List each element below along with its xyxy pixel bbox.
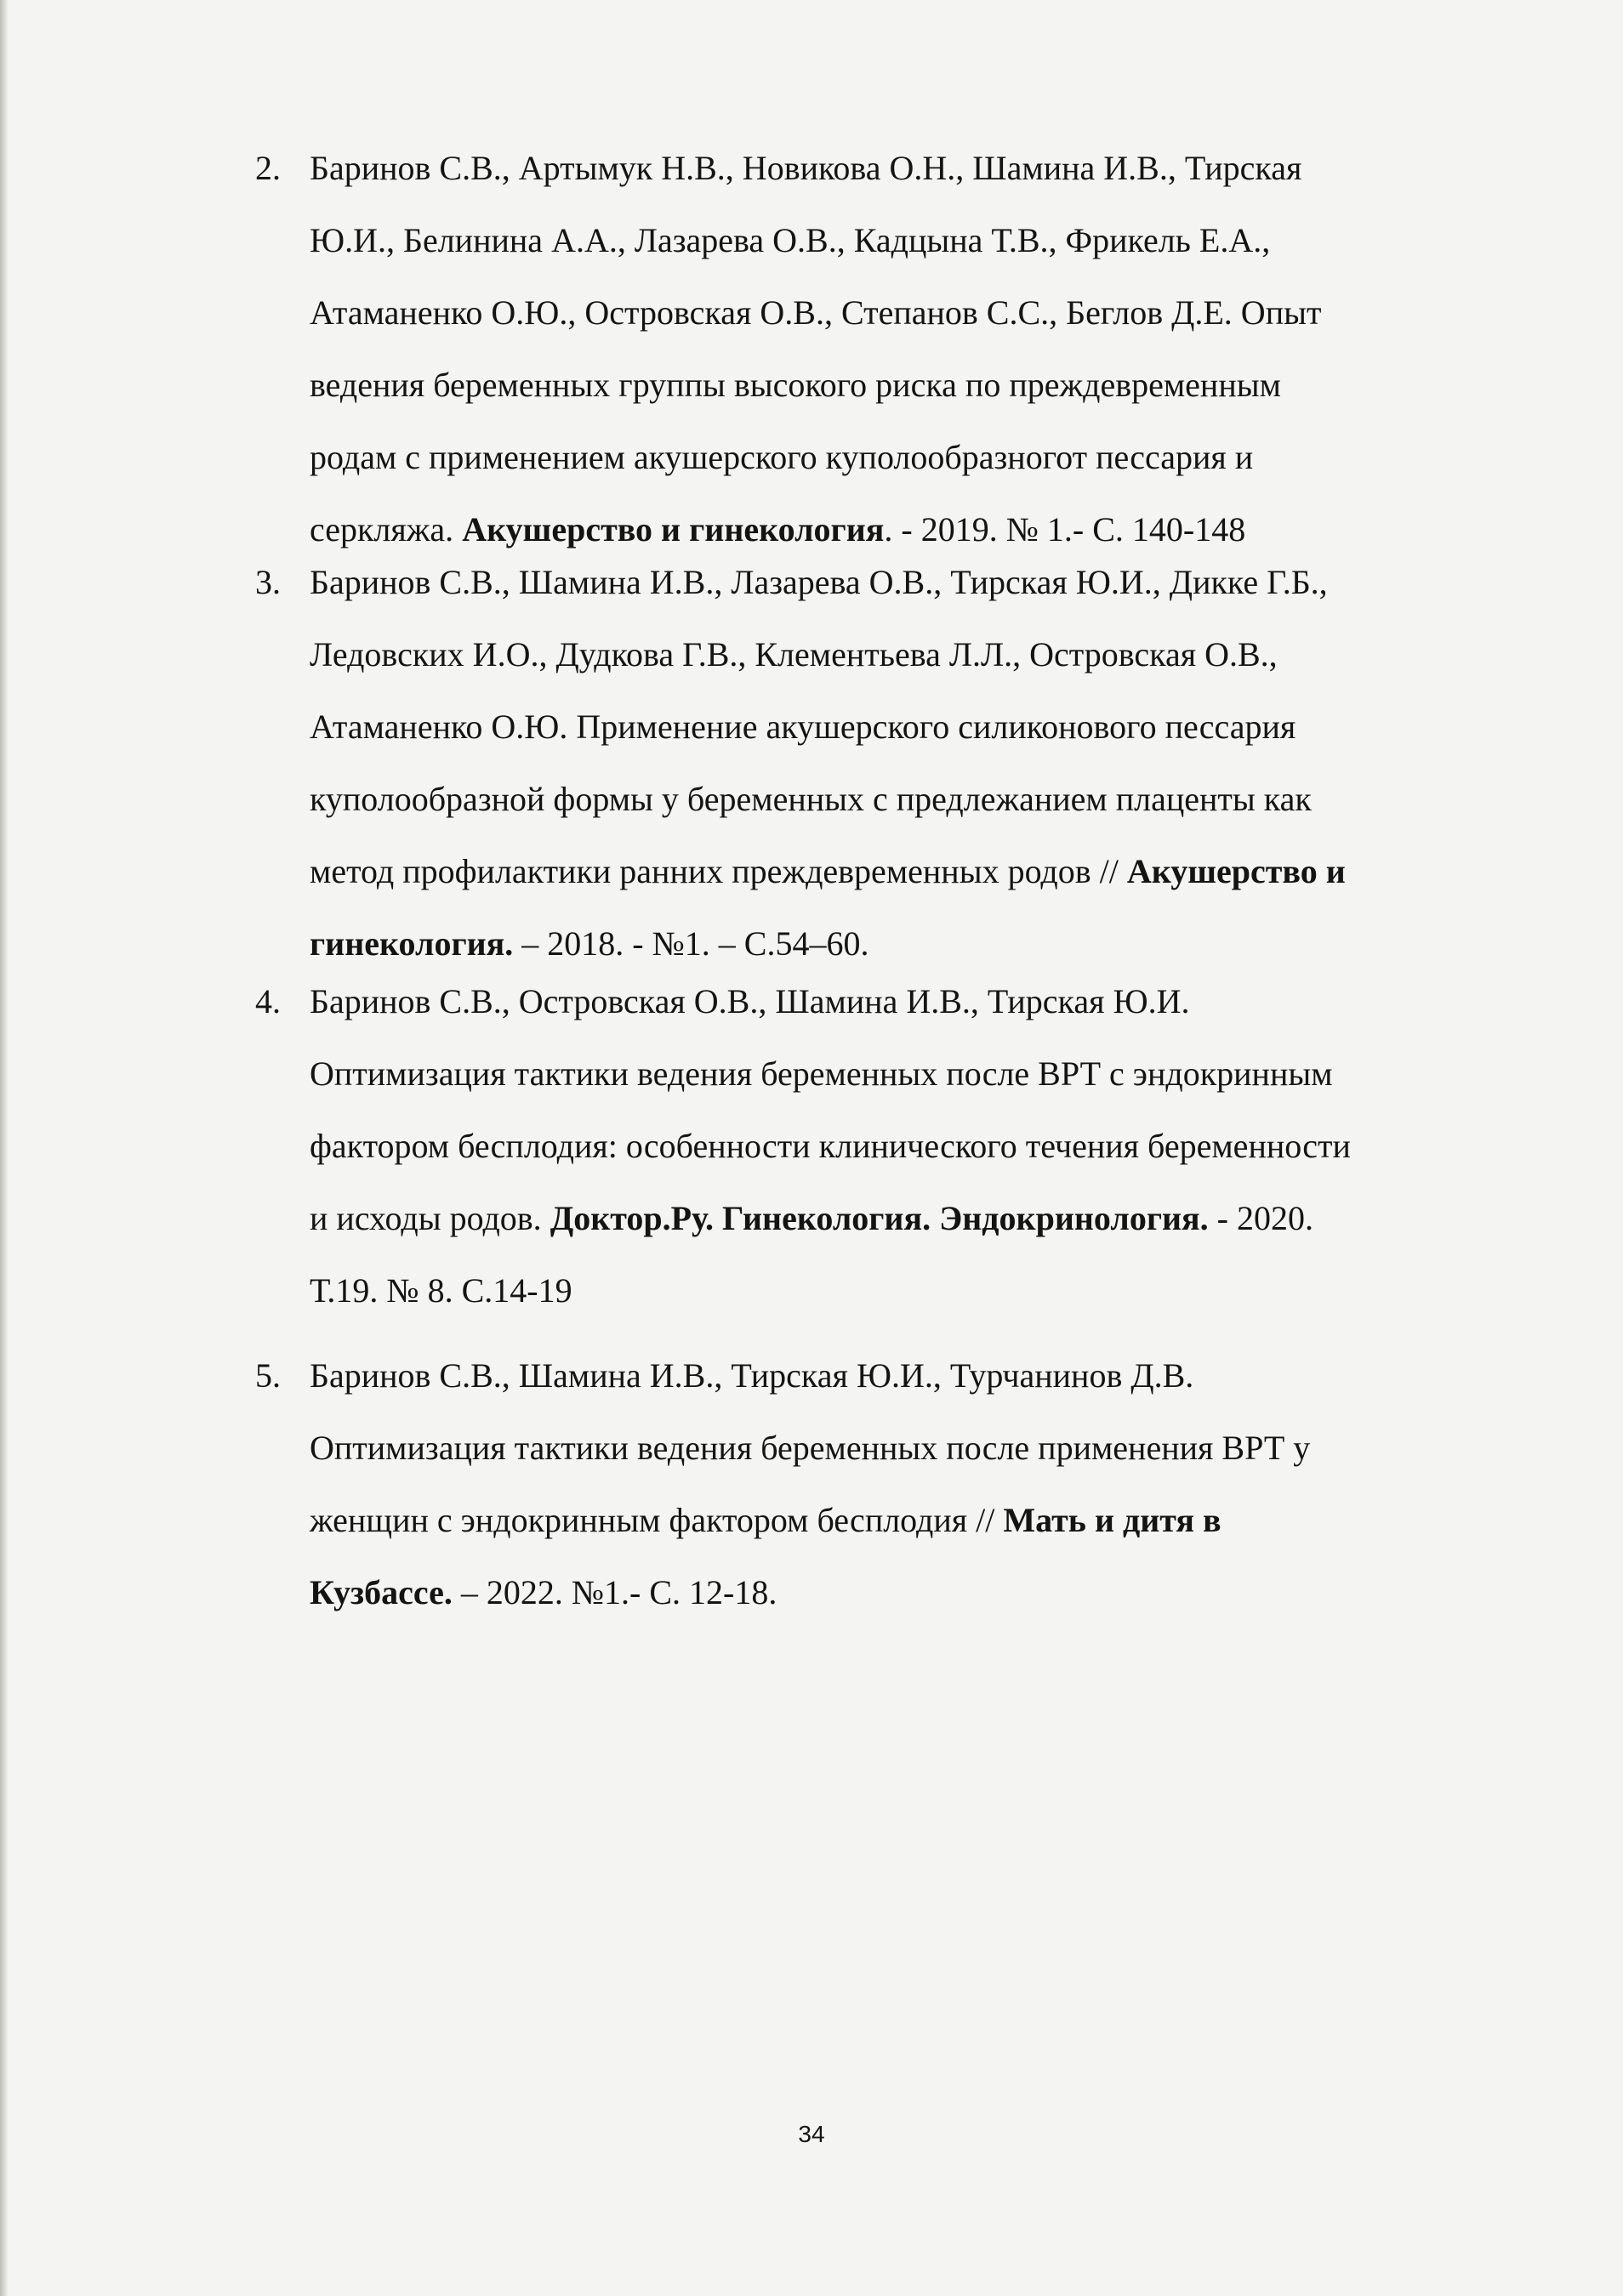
reference-line — [310, 965, 1506, 1037]
text-run: Т.19. № 8. С.14-19 — [310, 1271, 572, 1310]
reference-line — [310, 421, 1506, 493]
reference-number: 4. — [255, 982, 281, 1020]
reference-text — [310, 1339, 1506, 1628]
reference-line — [310, 204, 1506, 276]
text-run: - 2020. — [1208, 1199, 1313, 1237]
page-number: 34 — [798, 2121, 825, 2147]
reference-number: 5. — [255, 1356, 281, 1395]
journal-title: Доктор.Ру. Гинекология. Эндокринология. — [550, 1199, 1209, 1237]
text-run: Баринов С.В., Артымук Н.В., Новикова О.Н., Шамина И.В., Тирская — [310, 149, 1302, 187]
reference-item — [255, 965, 1506, 1327]
reference-line — [310, 1412, 1506, 1484]
text-run: ведения беременных группы высокого риска по преждевременным — [310, 366, 1281, 404]
text-run: фактором бесплодия: особенности клинического течения беременности — [310, 1127, 1351, 1165]
reference-line — [310, 1182, 1506, 1254]
reference-line — [310, 276, 1506, 349]
text-run: родам с применением акушерского куполообразногот пессария и — [310, 438, 1254, 476]
text-run: – 2022. №1.- С. 12-18. — [452, 1573, 777, 1611]
text-run: Ледовских И.О., Дудкова Г.В., Клементьева Л.Л., Островская О.В., — [310, 635, 1278, 673]
text-run: женщин с эндокринным фактором бесплодия // — [310, 1501, 1004, 1539]
reference-item — [255, 1339, 1506, 1628]
text-run: Оптимизация тактики ведения беременных после применения ВРТ у — [310, 1429, 1311, 1467]
journal-title: Кузбассе. — [310, 1573, 453, 1611]
reference-item — [255, 546, 1506, 980]
reference-text — [310, 132, 1506, 565]
reference-line — [310, 349, 1506, 421]
text-run: Ю.И., Белинина А.А., Лазарева О.В., Кадцына Т.В., Фрикель Е.А., — [310, 221, 1271, 259]
reference-line — [310, 1037, 1506, 1110]
text-run: Баринов С.В., Островская О.В., Шамина И.В., Тирская Ю.И. — [310, 982, 1190, 1020]
scan-edge-shadow — [0, 0, 9, 2296]
reference-line — [310, 1556, 1506, 1628]
text-run: Баринов С.В., Шамина И.В., Лазарева О.В., Тирская Ю.И., Дикке Г.Б., — [310, 563, 1328, 601]
text-run: куполообразной формы у беременных с предлежанием плаценты как — [310, 780, 1312, 818]
reference-line — [310, 1484, 1506, 1556]
reference-line — [310, 618, 1506, 691]
reference-line — [310, 1110, 1506, 1182]
text-run: Атаманенко О.Ю. Применение акушерского силиконового пессария — [310, 708, 1296, 746]
reference-line — [310, 1339, 1506, 1412]
reference-text — [310, 546, 1506, 980]
text-run: . - 2019. № 1.- С. 140-148 — [884, 510, 1246, 548]
text-run: и исходы родов. — [310, 1199, 550, 1237]
text-run: Атаманенко О.Ю., Островская О.В., Степанов С.С., Беглов Д.Е. Опыт — [310, 293, 1322, 332]
reference-line — [310, 763, 1506, 835]
reference-text — [310, 965, 1506, 1327]
reference-line — [310, 835, 1506, 907]
text-run: – 2018. - №1. – С.54–60. — [513, 924, 869, 963]
text-run: Оптимизация тактики ведения беременных после ВРТ с эндокринным — [310, 1054, 1333, 1093]
journal-title: Мать и дитя в — [1003, 1501, 1222, 1539]
reference-number: 2. — [255, 149, 281, 187]
text-run: серкляжа. — [310, 510, 463, 548]
reference-line — [310, 1254, 1506, 1327]
reference-line — [310, 546, 1506, 618]
journal-title: Акушерство и — [1126, 852, 1346, 890]
reference-line — [310, 691, 1506, 763]
reference-number: 3. — [255, 563, 281, 601]
reference-item — [255, 132, 1506, 565]
text-run: метод профилактики ранних преждевременных родов // — [310, 852, 1127, 890]
reference-line — [310, 132, 1506, 204]
text-run: Баринов С.В., Шамина И.В., Тирская Ю.И., Турчанинов Д.В. — [310, 1356, 1194, 1395]
journal-title: Акушерство и гинекология — [462, 510, 885, 548]
journal-title: гинекология. — [310, 924, 514, 963]
